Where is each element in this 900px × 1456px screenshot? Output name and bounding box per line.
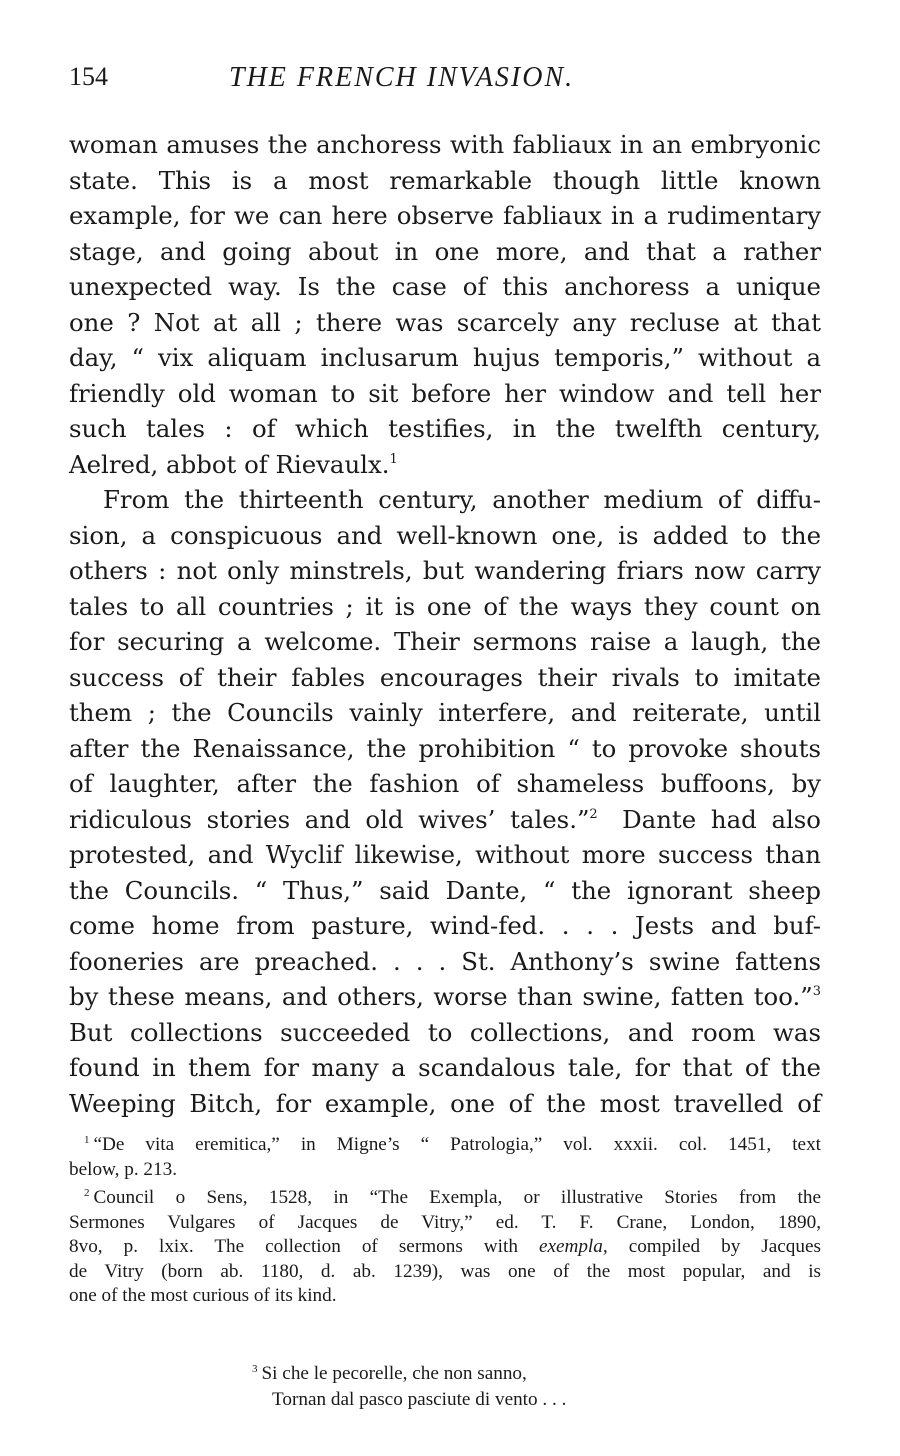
body-line: friendly old woman to sit before her window and tell her bbox=[69, 378, 821, 408]
running-title: THE FRENCH INVASION. bbox=[229, 62, 575, 93]
footnote-3-verse bbox=[252, 1361, 752, 1413]
body-line: state. This is a most remarkable though little known bbox=[69, 165, 821, 195]
body-line: the Councils. “ Thus,” said Dante, “ the ignorant sheep bbox=[69, 875, 821, 905]
footnote-3-line bbox=[252, 1361, 752, 1387]
footnote-2-line: Sermones Vulgares of Jacques de Vitry,” ed. T. F. Crane, London, 1890, bbox=[69, 1211, 821, 1233]
footnote-2-line: one of the most curious of its kind. bbox=[69, 1285, 337, 1306]
body-line-text: by these means, and others, worse than swine, fatten too.” bbox=[69, 982, 813, 1011]
footnote-2-text: Council o Sens, 1528, in “The Exempla, or illustrative Stories from the bbox=[93, 1187, 821, 1208]
body-line: protested, and Wyclif likewise, without more success than bbox=[69, 840, 821, 869]
footnote-3-text: Si che le pecorelle, che non sanno, bbox=[261, 1363, 527, 1384]
footnote-3-mark: 3 bbox=[252, 1363, 258, 1375]
body-line: From the thirteenth century, another medium of diffu- bbox=[103, 485, 821, 514]
footnote-2-text: 8vo, p. lxix. The collection of sermons with bbox=[69, 1236, 539, 1257]
body-line: one ? Not at all ; there was scarcely any recluse at that bbox=[69, 307, 821, 337]
page-number: 154 bbox=[69, 62, 108, 91]
footnote-ref-1: 1 bbox=[389, 451, 398, 467]
body-line: such tales : of which testifies, in the twelfth century, bbox=[69, 414, 821, 443]
body-line: example, for we can here observe fabliaux in a rudimentary bbox=[69, 201, 821, 230]
footnote-1-text: “De vita eremitica,” in Migne’s “ Patrologia,” vol. xxxii. col. 1451, text bbox=[93, 1134, 821, 1155]
body-line: after the Renaissance, the prohibition “ to provoke shouts bbox=[69, 733, 821, 763]
running-header bbox=[69, 62, 829, 102]
body-line: unexpected way. Is the case of this anchoress a unique bbox=[69, 272, 821, 301]
footnote-2-line bbox=[69, 1235, 821, 1260]
body-line: success of their fables encourages their rivals to imitate bbox=[69, 662, 821, 692]
footnotes bbox=[69, 1133, 821, 1309]
body-line-text: ridiculous stories and old wives’ tales.” bbox=[69, 804, 590, 834]
body-text bbox=[69, 127, 821, 1121]
body-line: day, “ vix aliquam inclusarum hujus temporis,” without a bbox=[69, 343, 821, 372]
body-line: fooneries are preached. . . . St. Anthony’s swine fattens bbox=[69, 946, 821, 976]
body-line: tales to all countries ; it is one of the ways they count on bbox=[69, 591, 821, 621]
body-line-text: Dante had also bbox=[622, 804, 821, 834]
body-line: for securing a welcome. Their sermons raise a laugh, the bbox=[69, 627, 821, 656]
body-line: them ; the Councils vainly interfere, and reiterate, until bbox=[69, 698, 821, 727]
footnote-ref-2: 2 bbox=[589, 806, 598, 822]
footnote-2-mark: 2 bbox=[84, 1187, 90, 1199]
body-line: found in them for many a scandalous tale, for that of the bbox=[69, 1053, 821, 1082]
body-line bbox=[69, 802, 821, 838]
footnote-3-line: Tornan dal pasco pasciute di vento . . . bbox=[272, 1389, 567, 1410]
body-line: stage, and going about in one more, and that a rather bbox=[69, 236, 821, 266]
body-line bbox=[69, 447, 821, 483]
footnote-2-line: de Vitry (born ab. 1180, d. ab. 1239), was one of the most popular, and is bbox=[69, 1260, 821, 1282]
body-line: But collections succeeded to collections, and room was bbox=[69, 1017, 821, 1047]
footnote-ref-3: 3 bbox=[812, 984, 821, 999]
footnote-1-line bbox=[69, 1133, 821, 1158]
body-line: others : not only minstrels, but wandering friars now carry bbox=[69, 556, 821, 585]
footnote-2-italic: exempla, bbox=[538, 1236, 608, 1257]
body-line bbox=[69, 979, 821, 1015]
body-line: sion, a conspicuous and well-known one, is added to the bbox=[69, 520, 821, 550]
body-line: Weeping Bitch, for example, one of the most travelled of bbox=[69, 1088, 821, 1118]
footnote-2-line bbox=[69, 1186, 821, 1211]
body-line: come home from pasture, wind-fed. . . . Jests and buf- bbox=[69, 911, 821, 940]
body-line: of laughter, after the fashion of shameless buffoons, by bbox=[69, 769, 821, 798]
body-line: woman amuses the anchoress with fabliaux in an embryonic bbox=[69, 130, 821, 159]
footnote-1-mark: 1 bbox=[84, 1134, 90, 1146]
footnote-1-line: below, p. 213. bbox=[69, 1158, 178, 1180]
footnote-2-text: compiled by Jacques bbox=[607, 1236, 821, 1257]
body-line-text: Aelred, abbot of Rievaulx. bbox=[69, 449, 390, 479]
